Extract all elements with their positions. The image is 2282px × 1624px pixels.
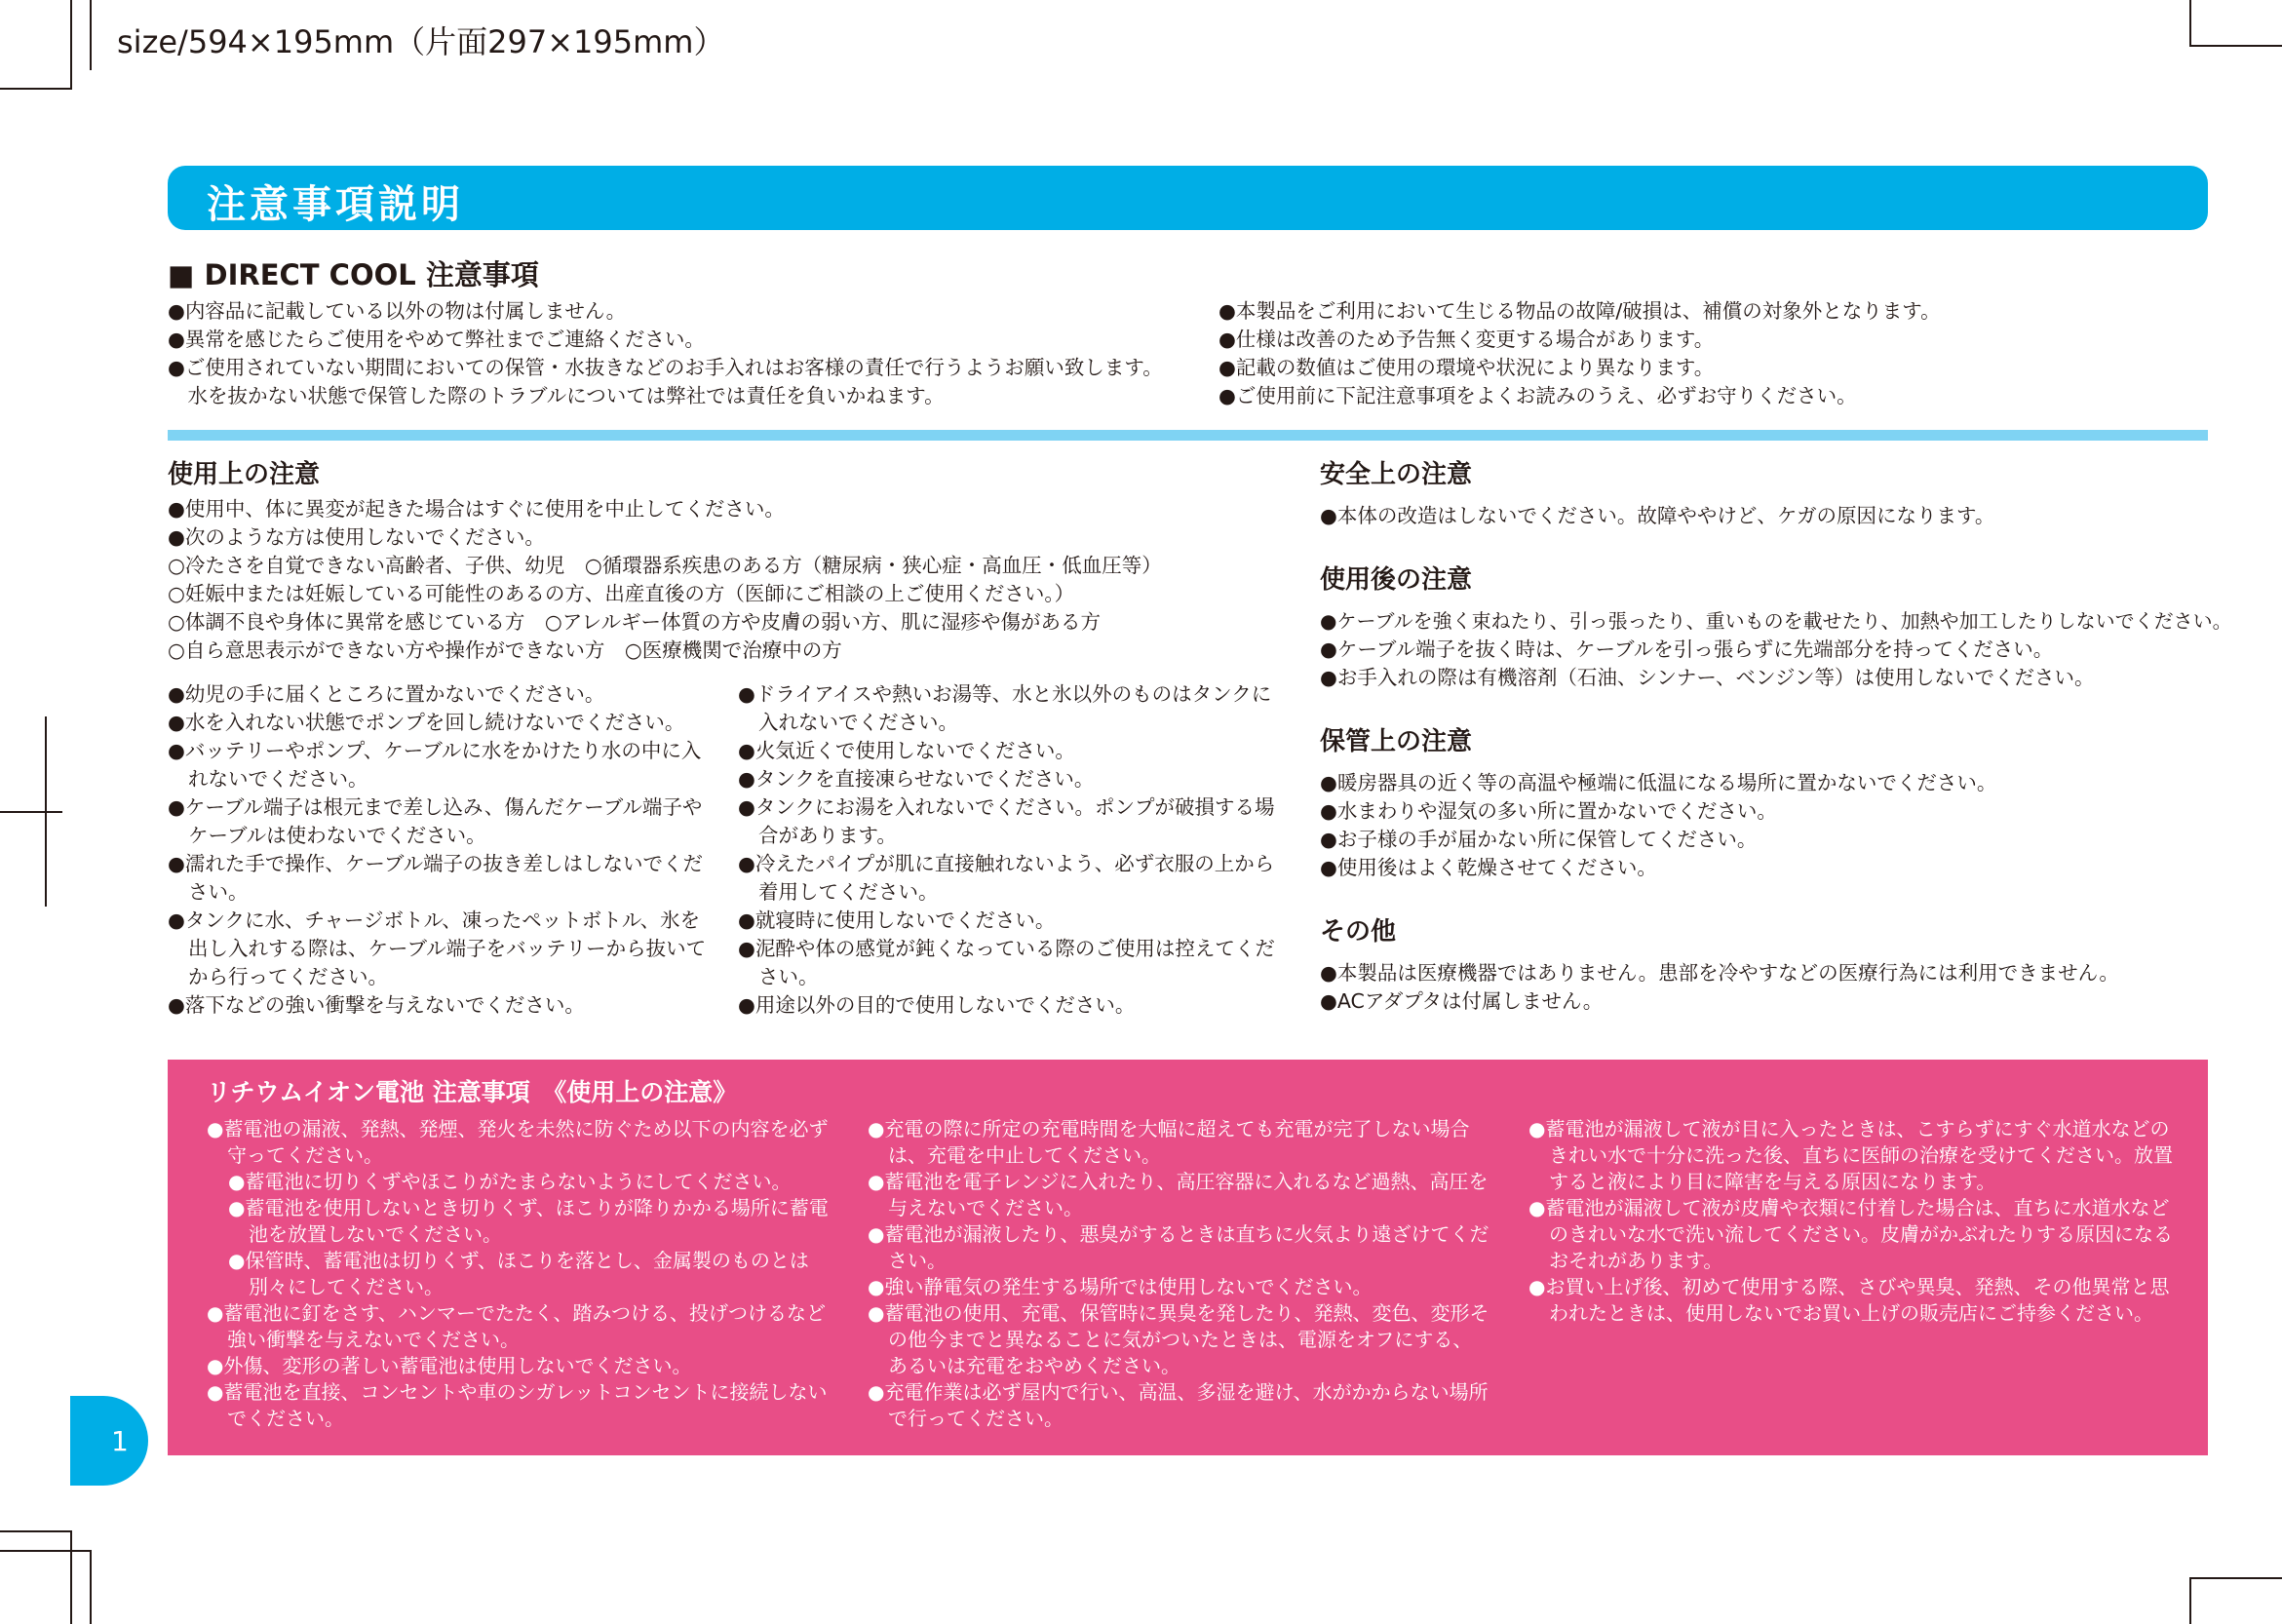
list-item: ●タンクを直接凍らせないでください。	[738, 767, 1095, 791]
after-use-heading: 使用後の注意	[1320, 565, 1473, 595]
crop-mark	[0, 811, 62, 813]
battery-col-2	[868, 1116, 1491, 1432]
list-item: ●充電作業は必ず屋内で行い、高温、多湿を避け、水がかからない場所で行ってください。	[868, 1380, 1489, 1430]
crop-mark	[0, 1530, 72, 1532]
list-item: ●火気近くで使用しないでください。	[738, 739, 1075, 762]
crop-mark	[70, 0, 72, 90]
usage-col-2	[738, 680, 1279, 1020]
page-title: 注意事項説明	[207, 182, 464, 227]
right-column	[1320, 454, 2232, 1016]
list-item: ●強い静電気の発生する場所では使用しないでください。	[868, 1275, 1373, 1298]
crop-mark	[2189, 0, 2191, 45]
list-item: ●お買い上げ後、初めて使用する際、さびや異臭、発熱、その他異常と思われたときは、使用しないでお買い上げの販売店にご持参ください。	[1528, 1275, 2170, 1325]
list-item: ●内容品に記載している以外の物は付属しません。	[168, 299, 627, 323]
list-item: ○自ら意思表示ができない方や操作ができない方 ○医療機関で治療中の方	[168, 638, 842, 662]
list-item: ●蓄電池が漏液したり、悪臭がするときは直ちに火気より遠ざけてください。	[868, 1222, 1489, 1272]
list-item: ●ご使用前に下記注意事項をよくお読みのうえ、必ずお守りください。	[1218, 384, 1857, 407]
crop-mark	[70, 1530, 72, 1624]
list-item: ●水まわりや湿気の多い所に置かないでください。	[1320, 799, 1777, 823]
list-item: ●蓄電池が漏液して液が目に入ったときは、こすらずにすぐ水道水などのきれい水で十分に洗った後、直ちに医師の治療を受けてください。放置すると液により目に障害を与える原因になります。	[1528, 1117, 2173, 1193]
crop-mark	[45, 716, 47, 907]
list-item: ●充電の際に所定の充電時間を大幅に超えても充電が完了しない場合は、充電を中止してください。	[868, 1117, 1470, 1167]
other-heading: その他	[1320, 917, 1397, 947]
usage-col-1	[168, 680, 709, 1020]
list-item: ●落下などの強い衝撃を与えないでください。	[168, 993, 585, 1017]
list-item: ○冷たさを自覚できない高齢者、子供、幼児 ○循環器系疾患のある方（糖尿病・狭心症・高血圧・低血圧等）	[168, 554, 1162, 577]
list-item: ●ケーブル端子は根元まで差し込み、傷んだケーブル端子やケーブルは使わないでください。	[168, 795, 703, 847]
list-item: ○妊娠中または妊娠している可能性のあるの方、出産直後の方（医師にご相談の上ご使用ください。）	[168, 582, 1075, 605]
page-number: 1	[111, 1425, 129, 1457]
list-item: ●本製品は医療機器ではありません。患部を冷やすなどの医療行為には利用できません。	[1320, 961, 2119, 985]
usage-top-list	[168, 495, 1162, 665]
list-item: ●タンクに水、チャージボトル、凍ったペットボトル、氷を出し入れする際は、ケーブル端子をバッテリーから抜いてから行ってください。	[168, 909, 707, 988]
direct-cool-right	[1218, 297, 1941, 410]
page-number-tab	[70, 1396, 148, 1486]
crop-mark	[0, 88, 72, 90]
direct-cool-left	[168, 297, 1163, 410]
battery-notice-box	[168, 1060, 2208, 1455]
safety-heading: 安全上の注意	[1320, 460, 1473, 489]
crop-mark	[90, 1550, 92, 1624]
list-item: ●濡れた手で操作、ケーブル端子の抜き差しはしないでください。	[168, 852, 704, 904]
list-item: ●ドライアイスや熱いお湯等、水と氷以外のものはタンクに入れないでください。	[738, 682, 1272, 734]
list-item: ●ケーブルを強く束ねたり、引っ張ったり、重いものを載せたり、加熱や加工したりしないでください。	[1320, 609, 2232, 633]
list-item: ●保管時、蓄電池は切りくず、ほこりを落とし、金属製のものとは別々にしてください。	[228, 1249, 809, 1298]
list-item: ●使用後はよく乾燥させてください。	[1320, 856, 1657, 879]
list-item: ●ご使用されていない期間においての保管・水抜きなどのお手入れはお客様の責任で行うようお願い致します。	[168, 356, 1163, 379]
battery-heading: リチウムイオン電池 注意事項 《使用上の注意》	[207, 1078, 738, 1106]
list-item: ●泥酔や体の感覚が鈍くなっている際のご使用は控えてください。	[738, 937, 1275, 988]
list-item: ●蓄電池に切りくずやほこりがたまらないようにしてください。	[228, 1170, 792, 1193]
list-item: ●幼児の手に届くところに置かないでください。	[168, 682, 605, 706]
list-item: ●用途以外の目的で使用しないでください。	[738, 993, 1136, 1017]
list-item: 水を抜かない状態で保管した際のトラブルについては弊社では責任を負いかねます。	[168, 384, 945, 407]
list-item: ●水を入れない状態でポンプを回し続けないでください。	[168, 711, 685, 734]
battery-col-1	[207, 1116, 831, 1432]
list-item: ●暖房器具の近く等の高温や極端に低温になる場所に置かないでください。	[1320, 771, 1997, 794]
list-item: ●お手入れの際は有機溶剤（石油、シンナー、ベンジン等）は使用しないでください。	[1320, 666, 2095, 689]
list-item: ●お子様の手が届かない所に保管してください。	[1320, 828, 1758, 851]
list-item: ●本製品をご利用において生じる物品の故障/破損は、補償の対象外となります。	[1218, 299, 1941, 323]
list-item: ●蓄電池の使用、充電、保管時に異臭を発したり、発熱、変色、変形その他今までと異なることに気がついたときは、電源をオフにする、あるいは充電をおやめください。	[868, 1301, 1489, 1377]
list-item: ●次のような方は使用しないでください。	[168, 525, 545, 549]
list-item: ●就寝時に使用しないでください。	[738, 909, 1056, 932]
crop-mark	[2189, 1577, 2191, 1624]
storage-heading: 保管上の注意	[1320, 727, 1473, 756]
list-item: ●蓄電池に釘をさす、ハンマーでたたく、踏みつける、投げつけるなど強い衝撃を与えないでください。	[207, 1301, 827, 1351]
list-item: ●蓄電池が漏液して液が皮膚や衣類に付着した場合は、直ちに水道水などのきれいな水で洗い流してください。皮膚がかぶれたりする原因になるおそれがあります。	[1528, 1196, 2173, 1272]
list-item: ●異常を感じたらご使用をやめて弊社までご連絡ください。	[168, 328, 705, 351]
list-item: ●タンクにお湯を入れないでください。ポンプが破損する場合があります。	[738, 795, 1275, 847]
size-label: size/594×195mm（片面297×195mm）	[117, 23, 725, 60]
list-item: ●使用中、体に異変が起きた場合はすぐに使用を中止してください。	[168, 497, 785, 521]
list-item: ●記載の数値はご使用の環境や状況により異なります。	[1218, 356, 1715, 379]
list-item: ●仕様は改善のため予告無く変更する場合があります。	[1218, 328, 1715, 351]
list-item: ●冷えたパイプが肌に直接触れないよう、必ず衣服の上から着用してください。	[738, 852, 1275, 904]
crop-mark	[0, 1550, 92, 1552]
battery-col-3	[1528, 1116, 2182, 1327]
crop-mark	[90, 0, 92, 70]
list-item: ●ケーブル端子を抜く時は、ケーブルを引っ張らずに先端部分を持ってください。	[1320, 638, 2054, 661]
title-bar	[168, 166, 2208, 230]
direct-cool-heading: ■ DIRECT COOL 注意事項	[168, 258, 539, 291]
crop-mark	[2189, 1577, 2282, 1579]
section-divider	[168, 430, 2208, 441]
usage-heading: 使用上の注意	[168, 460, 321, 489]
list-item: ●蓄電池の漏液、発熱、発煙、発火を未然に防ぐため以下の内容を必ず守ってください。	[207, 1117, 829, 1167]
list-item: ●蓄電池を使用しないとき切りくず、ほこりが降りかかる場所に蓄電池を放置しないでください。	[228, 1196, 829, 1246]
list-item: ●本体の改造はしないでください。故障ややけど、ケガの原因になります。	[1320, 504, 1995, 527]
list-item: ●ACアダプタは付属しません。	[1320, 989, 1604, 1013]
list-item: ●バッテリーやポンプ、ケーブルに水をかけたり水の中に入れないでください。	[168, 739, 702, 791]
crop-mark	[2189, 45, 2282, 47]
list-item: ●蓄電池を直接、コンセントや車のシガレットコンセントに接続しないでください。	[207, 1380, 828, 1430]
list-item: ○体調不良や身体に異常を感じている方 ○アレルギー体質の方や皮膚の弱い方、肌に湿疹や傷がある方	[168, 610, 1101, 634]
list-item: ●外傷、変形の著しい蓄電池は使用しないでください。	[207, 1354, 692, 1377]
list-item: ●蓄電池を電子レンジに入れたり、高圧容器に入れるなど過熱、高圧を与えないでください。	[868, 1170, 1489, 1219]
